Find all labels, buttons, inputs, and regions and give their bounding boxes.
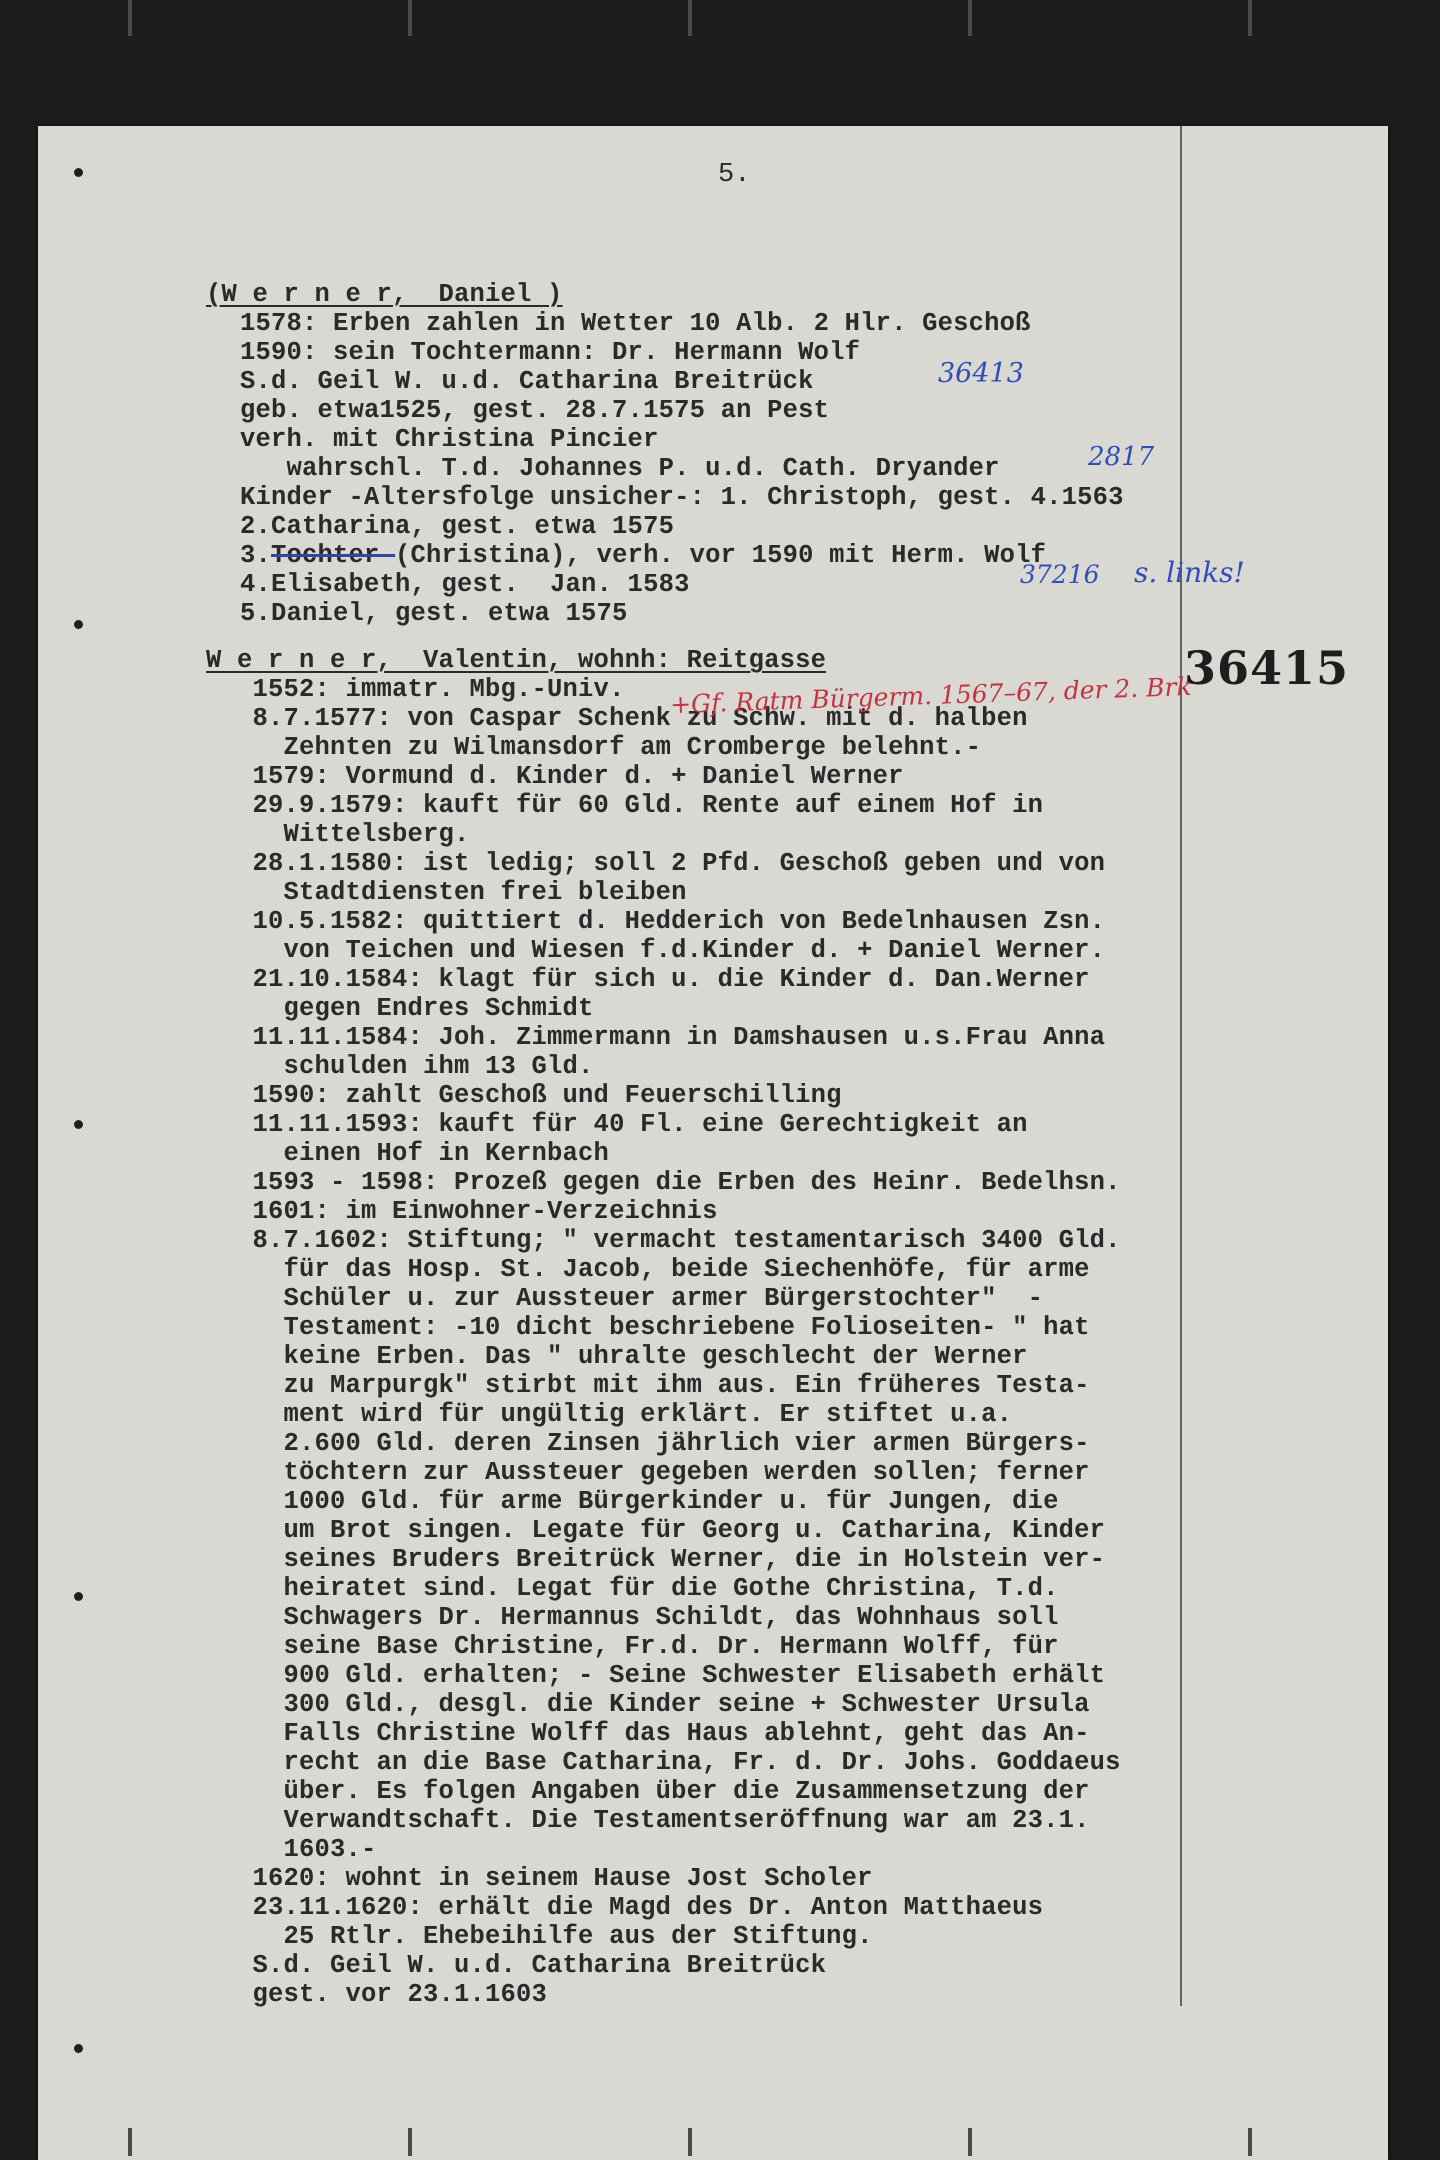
edge-mark	[1248, 2128, 1252, 2156]
text-line: 1000 Gld. für arme Bürgerkinder u. für Jungen, die	[206, 1487, 1059, 1516]
text-line: 1601: im Einwohner-Verzeichnis	[206, 1197, 718, 1226]
text-line	[206, 646, 826, 675]
text-line: 8.7.1602: Stiftung; " vermacht testamentarisch 3400 Gld.	[206, 1226, 1121, 1255]
text-line: 1552: immatr. Mbg.-Univ.	[206, 675, 625, 704]
text-line: von Teichen und Wiesen f.d.Kinder d. + Daniel Werner.	[206, 936, 1106, 965]
punch-hole	[74, 620, 83, 629]
text-line: Schüler u. zur Aussteuer armer Bürgerstochter" -	[206, 1284, 1044, 1313]
text-line: S.d. Geil W. u.d. Catharina Breitrück	[206, 1951, 827, 1980]
handwritten-note-red: +Gf. Ratm Bürgerm. 1567–67, der 2. Brk	[669, 671, 1193, 720]
text-line: Stadtdiensten frei bleiben	[206, 878, 687, 907]
text-line: Zehnten zu Wilmansdorf am Cromberge belehnt.-	[206, 733, 982, 762]
punch-hole	[74, 1592, 83, 1601]
text-line: 10.5.1582: quittiert d. Hedderich von Bedelnhausen Zsn.	[206, 907, 1106, 936]
text-line: töchtern zur Aussteuer gegeben werden sollen; ferner	[206, 1458, 1090, 1487]
text-line: verh. mit Christina Pincier	[240, 425, 659, 454]
text-line: 1603.-	[206, 1835, 377, 1864]
document-page	[38, 126, 1388, 2160]
text-line: S.d. Geil W. u.d. Catharina Breitrück	[240, 367, 814, 396]
text-line: 1578: Erben zahlen in Wetter 10 Alb. 2 Hlr. Geschoß	[240, 309, 1031, 338]
edge-mark	[688, 2128, 692, 2156]
text-line: recht an die Base Catharina, Fr. d. Dr. Johs. Goddaeus	[206, 1748, 1121, 1777]
edge-mark	[688, 0, 692, 36]
punch-hole	[74, 2044, 83, 2053]
text-line: schulden ihm 13 Gld.	[206, 1052, 594, 1081]
text-line: um Brot singen. Legate für Georg u. Catharina, Kinder	[206, 1516, 1106, 1545]
text-line: Wittelsberg.	[206, 820, 470, 849]
text-line: zu Marpurgk" stirbt mit ihm aus. Ein früheres Testa-	[206, 1371, 1090, 1400]
text-line: geb. etwa1525, gest. 28.7.1575 an Pest	[240, 396, 830, 425]
text-line	[206, 280, 563, 309]
edge-mark	[1248, 0, 1252, 36]
text-line: heiratet sind. Legat für die Gothe Christina, T.d.	[206, 1574, 1059, 1603]
fold-line	[1180, 126, 1182, 2006]
handwritten-note-blue: 37216	[1020, 560, 1100, 589]
edge-mark	[408, 0, 412, 36]
punch-hole	[74, 1120, 83, 1129]
handwritten-note-blue: 2817	[1088, 442, 1155, 472]
text-line: 1590: sein Tochtermann: Dr. Hermann Wolf	[240, 338, 861, 367]
text-line: für das Hosp. St. Jacob, beide Siechenhöfe, für arme	[206, 1255, 1090, 1284]
child-number: 3.	[240, 541, 272, 570]
text-line: Testament: -10 dicht beschriebene Folioseiten- " hat	[206, 1313, 1090, 1342]
text-line: Schwagers Dr. Hermannus Schildt, das Wohnhaus soll	[206, 1603, 1059, 1632]
bottom-edge-marks	[0, 2128, 1440, 2160]
text-line: 5.Daniel, gest. etwa 1575	[240, 599, 628, 628]
entry-heading: W e r n e r, Valentin, wohnh: Reitgasse	[206, 646, 827, 675]
text-line: 2.600 Gld. deren Zinsen jährlich vier armen Bürgers-	[206, 1429, 1090, 1458]
text-line: keine Erben. Das " uhralte geschlecht der Werner	[206, 1342, 1028, 1371]
text-line: gest. vor 23.1.1603	[206, 1980, 548, 2009]
edge-mark	[128, 2128, 132, 2156]
child-details: (Christina), verh. vor 1590 mit Herm. Wolf	[395, 541, 1047, 570]
text-line: Verwandtschaft. Die Testamentseröffnung war am 23.1.	[206, 1806, 1090, 1835]
edge-mark	[968, 0, 972, 36]
handwritten-note-blue: 36413	[938, 358, 1024, 389]
edge-mark	[408, 2128, 412, 2156]
struck-text: Tochter	[271, 541, 396, 570]
text-line: seine Base Christine, Fr.d. Dr. Hermann Wolff, für	[206, 1632, 1059, 1661]
text-line: ment wird für ungültig erklärt. Er stiftet u.a.	[206, 1400, 1013, 1429]
text-line: 11.11.1584: Joh. Zimmermann in Damshausen u.s.Frau Anna	[206, 1023, 1106, 1052]
edge-mark	[128, 0, 132, 36]
text-line: 21.10.1584: klagt für sich u. die Kinder d. Dan.Werner	[206, 965, 1090, 994]
text-line: 1579: Vormund d. Kinder d. + Daniel Werner	[206, 762, 904, 791]
top-edge-marks	[0, 0, 1440, 40]
text-line: 29.9.1579: kauft für 60 Gld. Rente auf einem Hof in	[206, 791, 1044, 820]
entry-heading: (W e r n e r, Daniel )	[206, 280, 563, 309]
text-line: 300 Gld., desgl. die Kinder seine + Schwester Ursula	[206, 1690, 1090, 1719]
text-line: 4.Elisabeth, gest. Jan. 1583	[240, 570, 690, 599]
text-line: 28.1.1580: ist ledig; soll 2 Pfd. Geschoß geben und von	[206, 849, 1106, 878]
archive-number-stamp: 36415	[1184, 641, 1350, 695]
text-line: 25 Rtlr. Ehebeihilfe aus der Stiftung.	[206, 1922, 873, 1951]
text-line: 1590: zahlt Geschoß und Feuerschilling	[206, 1081, 842, 1110]
text-line: einen Hof in Kernbach	[206, 1139, 610, 1168]
text-line: 8.7.1577: von Caspar Schenk zu Schw. mit d. halben	[206, 704, 1028, 733]
text-line	[240, 541, 1046, 570]
punch-hole	[74, 168, 83, 177]
text-line: 1620: wohnt in seinem Hause Jost Scholer	[206, 1864, 873, 1893]
text-line: 2.Catharina, gest. etwa 1575	[240, 512, 675, 541]
text-line: 900 Gld. erhalten; - Seine Schwester Elisabeth erhält	[206, 1661, 1106, 1690]
text-line: gegen Endres Schmidt	[206, 994, 594, 1023]
text-line: Kinder -Altersfolge unsicher-: 1. Christoph, gest. 4.1563	[240, 483, 1124, 512]
text-line: Falls Christine Wolff das Haus ablehnt, geht das An-	[206, 1719, 1090, 1748]
page-number: 5.	[718, 160, 751, 190]
handwritten-note-blue: s. links!	[1134, 556, 1245, 589]
text-line: 1593 - 1598: Prozeß gegen die Erben des Heinr. Bedelhsn.	[206, 1168, 1121, 1197]
text-line: seines Bruders Breitrück Werner, die in Holstein ver-	[206, 1545, 1106, 1574]
text-line: 23.11.1620: erhält die Magd des Dr. Anton Matthaeus	[206, 1893, 1044, 1922]
edge-mark	[968, 2128, 972, 2156]
text-line: über. Es folgen Angaben über die Zusammensetzung der	[206, 1777, 1090, 1806]
text-line: 11.11.1593: kauft für 40 Fl. eine Gerechtigkeit an	[206, 1110, 1028, 1139]
text-line: wahrschl. T.d. Johannes P. u.d. Cath. Dryander	[240, 454, 1000, 483]
